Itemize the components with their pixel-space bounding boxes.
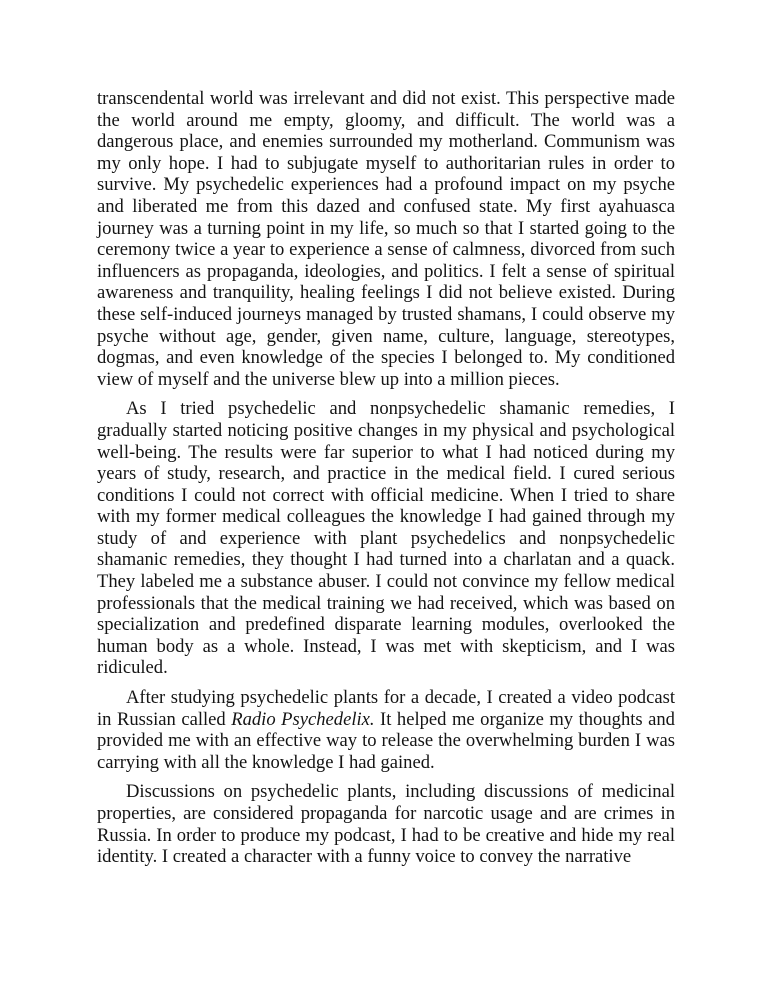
paragraph-3-text-start: After studying psychedelic plants for a decade, I created a video podcast in Russian called — [97, 687, 675, 730]
book-page — [97, 88, 675, 868]
paragraph-2: As I tried psychedelic and nonpsychedelic shamanic remedies, I gradually started noticing positive changes in my physical and psychological well-being. The results were far superior to what I had noticed during my years of study, research, and practice in the medical field. I cured serious conditions I could not correct with official medicine. When I tried to share with my former medical colleagues the knowledge I had gained through my study of and experience with plant psychedelics and nonpsychedelic shamanic remedies, they thought I had turned into a charlatan and a quack. They labeled me a substance abuser. I could not convince my fellow medical professionals that the medical training we had received, which was based on specialization and predefined disparate learning modules, overlooked the human body as a whole. Instead, I was met with skepticism, and I was ridiculed. — [97, 398, 675, 679]
podcast-title: Radio Psychedelix. — [231, 708, 375, 730]
paragraph-3 — [97, 687, 675, 773]
paragraph-1: transcendental world was irrelevant and did not exist. This perspective made the world around me empty, gloomy, and difficult. The world was a dangerous place, and enemies surrounded my motherland. Communism was my only hope. I had to subjugate myself to authoritarian rules in order to survive. My psychedelic experiences had a profound impact on my psyche and liberated me from this dazed and confused state. My first ayahuasca journey was a turning point in my life, so much so that I started going to the ceremony twice a year to experience a sense of calmness, divorced from such influencers as propaganda, ideologies, and politics. I felt a sense of spiritual awareness and tranquility, healing feelings I did not believe existed. During these self-induced journeys managed by trusted shamans, I could observe my psyche without age, gender, given name, culture, language, stereotypes, dogmas, and even knowledge of the species I belonged to. My conditioned view of myself and the universe blew up into a million pieces. — [97, 88, 675, 390]
paragraph-4: Discussions on psychedelic plants, including discussions of medicinal properties, are considered propaganda for narcotic usage and are crimes in Russia. In order to produce my podcast, I had to be creative and hide my real identity. I created a character with a funny voice to convey the narrative — [97, 781, 675, 868]
paragraph-3-text-end: It helped me organize my thoughts and provided me with an effective way to release the overwhelming burden I was carrying with all the knowledge I had gained. — [97, 708, 675, 773]
